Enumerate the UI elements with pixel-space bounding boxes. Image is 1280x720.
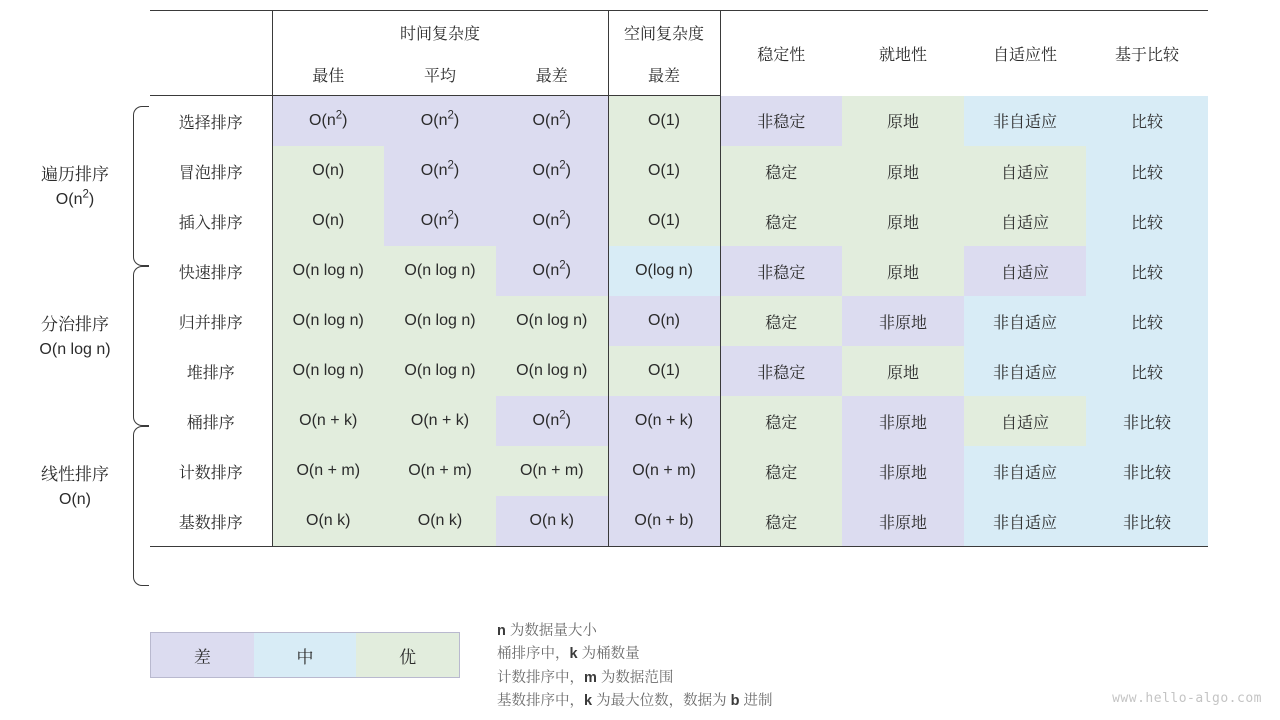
table-cell: $O(n^2)$: [384, 96, 496, 147]
table-cell: O(n log n): [272, 346, 384, 396]
header-corner-blank: [150, 11, 272, 54]
header-in-place: 就地性: [842, 11, 964, 96]
table-cell: O(n log n): [496, 346, 608, 396]
header-time-complexity: 时间复杂度: [272, 11, 608, 54]
header-comparison-based: 基于比较: [1086, 11, 1208, 96]
group-complexity: O(n): [59, 490, 91, 508]
header-adaptive: 自适应性: [964, 11, 1086, 96]
brace-group-0: [133, 106, 149, 266]
table-cell: O(n log n): [272, 296, 384, 346]
header-time-worst: 最差: [496, 53, 608, 96]
table-cell: O(n log n): [272, 246, 384, 296]
table-cell: 比较: [1086, 296, 1208, 346]
row-algorithm-name: 计数排序: [178, 464, 243, 482]
group-name: 遍历排序: [41, 165, 109, 184]
note-prefix: 桶排序中，: [497, 646, 570, 663]
row-algorithm-name: 冒泡排序: [178, 164, 243, 182]
note-line-0: [497, 620, 773, 643]
note-symbol: k: [584, 693, 593, 710]
table-cell: O(n log n): [384, 346, 496, 396]
table-cell: O(n): [608, 296, 720, 346]
note-text: 为数据量大小: [505, 623, 597, 639]
header-space-worst: 最差: [608, 53, 720, 96]
group-name: 分治排序: [41, 315, 109, 334]
table-cell: 非原地: [842, 446, 964, 496]
table-cell: 非比较: [1086, 396, 1208, 446]
table-cell: $O(n^2)$: [496, 146, 608, 196]
table-cell: O(n + m): [384, 446, 496, 496]
brace-group-2: [133, 426, 149, 586]
table-cell: 比较: [1086, 96, 1208, 147]
table-cell: O(1): [608, 146, 720, 196]
table-row: [150, 296, 1208, 346]
table-row: [150, 196, 1208, 246]
group-label-linear: [0, 463, 150, 511]
group-label-divide-conquer: [0, 313, 150, 361]
group-label-traversal: [0, 163, 150, 211]
row-algorithm-name: 插入排序: [178, 214, 243, 232]
header-time-best: 最佳: [272, 53, 384, 96]
table-cell: $O(n^2)$: [496, 96, 608, 147]
table-cell: 非稳定: [720, 246, 842, 296]
table-cell: 原地: [842, 96, 964, 147]
table-row: [150, 96, 1208, 147]
table-cell: O(n): [272, 146, 384, 196]
table-row: [150, 396, 1208, 446]
table-header-top: [150, 11, 1208, 54]
table-cell: 原地: [842, 246, 964, 296]
row-algorithm-name: 快速排序: [178, 264, 243, 282]
table-row: [150, 146, 1208, 196]
note-symbol-2: b: [730, 693, 740, 710]
table-cell: O(1): [608, 346, 720, 396]
table-row: [150, 446, 1208, 496]
note-symbol: n: [497, 623, 506, 639]
table-cell: O(n k): [272, 496, 384, 547]
watermark: www.hello-algo.com: [1112, 691, 1262, 706]
group-complexity: $O(n^2)$: [55, 188, 95, 208]
table-cell: 非原地: [842, 496, 964, 547]
table-cell: O(1): [608, 196, 720, 246]
table-cell: O(n): [272, 196, 384, 246]
table-cell: O(n + m): [272, 446, 384, 496]
table-cell: O(n + m): [608, 446, 720, 496]
group-complexity: O(n log n): [39, 340, 111, 358]
table-cell: O(n log n): [384, 296, 496, 346]
table-cell: 稳定: [720, 396, 842, 446]
comparison-table: [150, 10, 1208, 547]
table-cell: O(n + k): [272, 396, 384, 446]
table-cell: 非自适应: [964, 496, 1086, 547]
row-algorithm-name: 基数排序: [150, 496, 272, 547]
table-cell: 稳定: [720, 196, 842, 246]
header-stability: 稳定性: [720, 11, 842, 96]
table-cell: 稳定: [720, 296, 842, 346]
note-prefix: 基数排序中，: [497, 693, 584, 710]
note-line-2: [497, 667, 773, 690]
brace-group-1: [133, 266, 149, 426]
note-symbol: m: [584, 669, 597, 686]
table-cell: 非自适应: [964, 296, 1086, 346]
header-space-complexity: 空间复杂度: [608, 11, 720, 54]
table-cell: O(n + b): [608, 496, 720, 547]
note-text: 为数据范围: [596, 669, 674, 686]
table-cell: $O(n^2)$: [272, 96, 384, 147]
legend: [150, 632, 460, 678]
note-text-2: 进制: [739, 693, 773, 710]
table-body: [150, 96, 1208, 547]
table-cell: $O(n^2)$: [496, 396, 608, 446]
table-cell: 自适应: [964, 246, 1086, 296]
legend-item-medium: 中: [254, 633, 357, 677]
row-algorithm-name: 归并排序: [178, 314, 243, 332]
note-symbol: k: [569, 646, 578, 663]
table-cell: $O(n^2)$: [496, 246, 608, 296]
table-cell: $O(n^2)$: [496, 196, 608, 246]
table-cell: 自适应: [964, 396, 1086, 446]
table-cell: 自适应: [964, 196, 1086, 246]
table-cell: O(n k): [496, 496, 608, 547]
table-cell: 非自适应: [964, 96, 1086, 147]
table-cell: 比较: [1086, 246, 1208, 296]
table-row: [150, 496, 1208, 547]
table-cell: 原地: [842, 146, 964, 196]
table-cell: 非稳定: [720, 346, 842, 396]
table-cell: 比较: [1086, 346, 1208, 396]
table-cell: 非比较: [1086, 496, 1208, 547]
note-line-1: [497, 643, 773, 666]
table-cell: 原地: [842, 196, 964, 246]
table-cell: $O(n^2)$: [384, 196, 496, 246]
table-cell: 稳定: [720, 146, 842, 196]
legend-item-good: 优: [356, 633, 459, 677]
legend-item-bad: 差: [151, 633, 254, 677]
row-algorithm-name: 堆排序: [186, 364, 235, 382]
table-cell: 非自适应: [964, 346, 1086, 396]
table-cell: 比较: [1086, 196, 1208, 246]
row-algorithm-name: 桶排序: [186, 414, 235, 432]
table-cell: O(n log n): [384, 246, 496, 296]
row-algorithm-name: 选择排序: [178, 114, 243, 132]
table-cell: 非原地: [842, 396, 964, 446]
table-cell: 自适应: [964, 146, 1086, 196]
table-cell: O(1): [608, 96, 720, 147]
table-cell: $O(n^2)$: [384, 146, 496, 196]
header-time-average: 平均: [384, 53, 496, 96]
table-cell: O(n + m): [496, 446, 608, 496]
table-cell: 稳定: [720, 496, 842, 547]
header-sub-blank: [150, 53, 272, 96]
table-cell: O(n + k): [384, 396, 496, 446]
table-cell: O(n + k): [608, 396, 720, 446]
table-cell: 非稳定: [720, 96, 842, 147]
notes-block: [497, 620, 773, 714]
note-prefix: 计数排序中，: [497, 669, 584, 686]
table-row: [150, 346, 1208, 396]
note-text: 为桶数量: [577, 646, 640, 663]
note-line-3: [497, 690, 773, 713]
table-cell: 非原地: [842, 296, 964, 346]
table-cell: 稳定: [720, 446, 842, 496]
table-cell: 原地: [842, 346, 964, 396]
table-cell: O(n k): [384, 496, 496, 547]
table-cell: 非自适应: [964, 446, 1086, 496]
table-row: [150, 246, 1208, 296]
table-cell: O(log n): [608, 246, 720, 296]
table-cell: 比较: [1086, 146, 1208, 196]
group-name: 线性排序: [41, 465, 109, 484]
table-cell: O(n log n): [496, 296, 608, 346]
table-cell: 非比较: [1086, 446, 1208, 496]
note-text: 为最大位数，数据为: [592, 693, 731, 710]
